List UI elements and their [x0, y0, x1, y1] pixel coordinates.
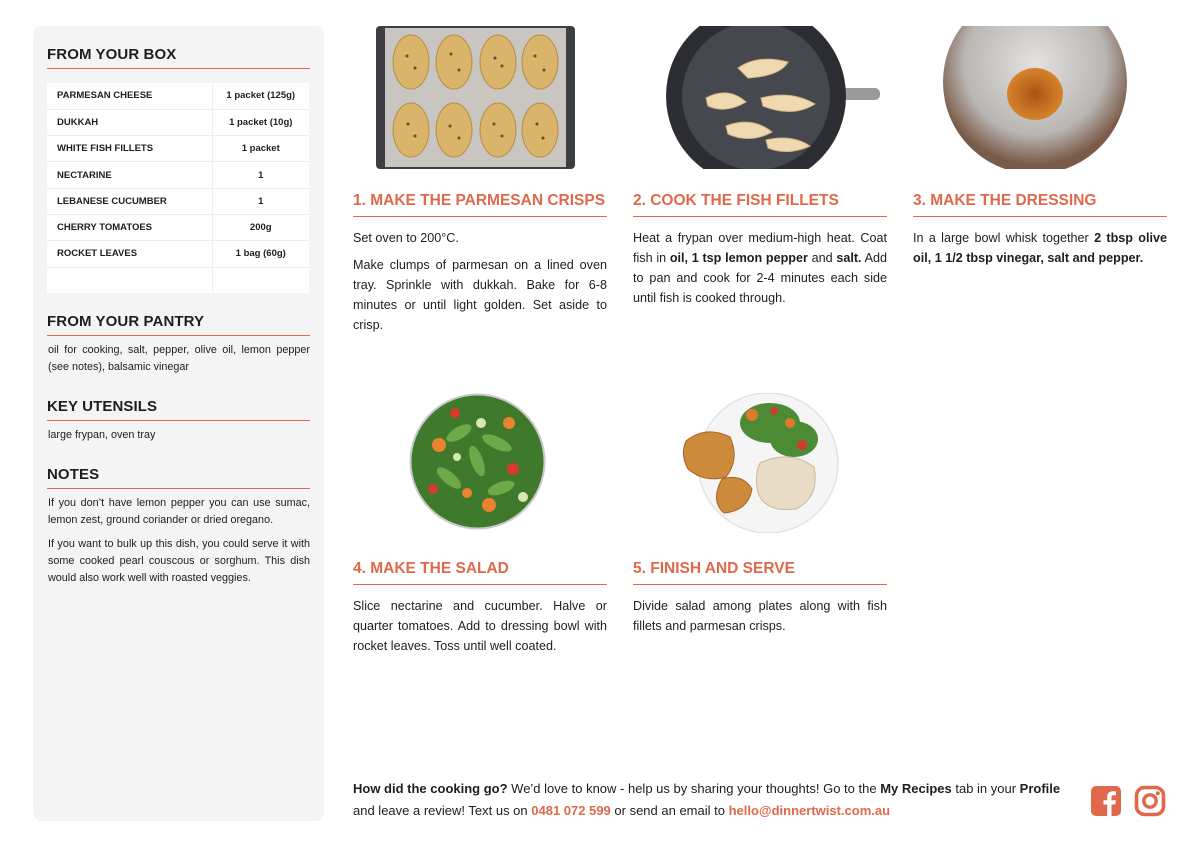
ingredient-qty: 1 bag (60g) — [212, 241, 309, 267]
step-text: and — [807, 251, 837, 265]
step-title: 4. MAKE THE SALAD — [353, 560, 607, 585]
empty-cell — [47, 267, 212, 293]
utensils-text: large frypan, oven tray — [48, 429, 156, 442]
ingredient-qty: 200g — [212, 214, 309, 240]
profile-text: Profile — [1019, 781, 1061, 796]
fish-fillets-in-frypan-image — [666, 26, 880, 169]
step-text-bold: salt. — [836, 251, 862, 265]
ingredient-qty: 1 — [212, 188, 309, 214]
step-paragraph — [913, 228, 1167, 268]
step-body — [353, 228, 607, 335]
step-text: Add to pan and cook for 2-4 minutes each side until fish is cooked through. — [633, 251, 887, 305]
notes-paragraph: If you want to bulk up this dish, you could serve it with some cooked pearl couscous or sorghum. This dish would also work well with roasted veggies. — [48, 538, 310, 585]
utensils-section — [47, 398, 310, 444]
step-body — [633, 228, 887, 308]
pantry-heading: FROM YOUR PANTRY — [47, 313, 310, 336]
ingredient-qty: 1 packet (10g) — [212, 109, 309, 135]
ingredient-name: ROCKET LEAVES — [47, 241, 212, 267]
footer-text: tab in your — [951, 781, 1020, 796]
step-text-bold: 2 tbsp olive oil, 1 1/2 tbsp vinegar, salt and pepper. — [913, 231, 1167, 265]
my-recipes-text: My Recipes — [880, 781, 952, 796]
email-link[interactable]: hello@dinnertwist.com.au — [728, 803, 891, 818]
step-title: 5. FINISH AND SERVE — [633, 560, 887, 585]
ingredient-name: CHERRY TOMATOES — [47, 214, 212, 240]
empty-cell — [212, 267, 309, 293]
step-title: 1. MAKE THE PARMESAN CRISPS — [353, 192, 607, 217]
ingredient-qty: 1 — [212, 162, 309, 188]
step-text-bold: oil, 1 tsp lemon pepper — [669, 251, 808, 265]
notes-paragraph: If you don’t have lemon pepper you can use sumac, lemon zest, ground coriander or dried oregano. — [48, 497, 310, 527]
phone-link[interactable]: 0481 072 599 — [531, 803, 611, 818]
step-3 — [913, 192, 1167, 268]
ingredient-qty: 1 packet — [212, 136, 309, 162]
table-row-empty — [47, 267, 309, 293]
step-paragraph: Set oven to 200°C. — [353, 231, 459, 245]
ingredient-name: PARMESAN CHEESE — [47, 83, 212, 109]
notes-section — [47, 466, 310, 587]
ingredient-name: DUKKAH — [47, 109, 212, 135]
ingredient-qty: 1 packet (125g) — [212, 83, 309, 109]
step-title: 2. COOK THE FISH FILLETS — [633, 192, 887, 217]
footer-text: We’d love to know - help us by sharing your thoughts! Go to the — [507, 781, 881, 796]
table-row — [47, 214, 309, 240]
table-row — [47, 241, 309, 267]
salad-bowl-image — [409, 393, 546, 530]
step-body — [633, 596, 887, 636]
notes-heading: NOTES — [47, 466, 310, 489]
footer-text: and leave a review! Text us on — [353, 803, 532, 818]
table-row — [47, 136, 309, 162]
table-row — [47, 109, 309, 135]
step-5 — [633, 560, 887, 636]
facebook-icon[interactable] — [1090, 785, 1122, 817]
step-text: Heat a frypan over medium-high heat. Coat fish in — [633, 231, 887, 265]
footer-message — [353, 778, 1078, 822]
instagram-icon[interactable] — [1134, 785, 1166, 817]
ingredients-table — [47, 83, 309, 293]
ingredient-name: WHITE FISH FILLETS — [47, 136, 212, 162]
step-paragraph: Slice nectarine and cucumber. Halve or quarter tomatoes. Add to dressing bowl with rocket leaves. Toss until well coated. — [353, 599, 607, 653]
step-1 — [353, 192, 607, 335]
utensils-heading: KEY UTENSILS — [47, 398, 310, 421]
step-paragraph: Divide salad among plates along with fish fillets and parmesan crisps. — [633, 599, 887, 633]
dressing-in-bowl-image — [943, 26, 1127, 169]
step-body — [353, 596, 607, 656]
table-row — [47, 188, 309, 214]
step-2 — [633, 192, 887, 308]
pantry-section — [47, 313, 310, 376]
step-4 — [353, 560, 607, 656]
ingredient-name: NECTARINE — [47, 162, 212, 188]
step-paragraph: Make clumps of parmesan on a lined oven tray. Sprinkle with dukkah. Bake for 6-8 minutes or until light golden. Set aside to crisp. — [353, 258, 607, 332]
footer-text: or send an email to — [610, 803, 729, 818]
ingredient-name: LEBANESE CUCUMBER — [47, 188, 212, 214]
table-row — [47, 83, 309, 109]
step-body — [913, 228, 1167, 268]
table-row — [47, 162, 309, 188]
step-text: In a large bowl whisk together — [913, 231, 1095, 245]
pantry-text: oil for cooking, salt, pepper, olive oil, lemon pepper (see notes), balsamic vinegar — [48, 344, 310, 374]
plated-dish-image — [682, 393, 842, 533]
step-title: 3. MAKE THE DRESSING — [913, 192, 1167, 217]
parmesan-crisps-tray-image — [375, 26, 576, 169]
from-your-box-heading: FROM YOUR BOX — [47, 46, 310, 69]
step-paragraph — [633, 228, 887, 308]
sidebar — [33, 26, 324, 821]
footer-question: How did the cooking go? — [353, 781, 508, 796]
